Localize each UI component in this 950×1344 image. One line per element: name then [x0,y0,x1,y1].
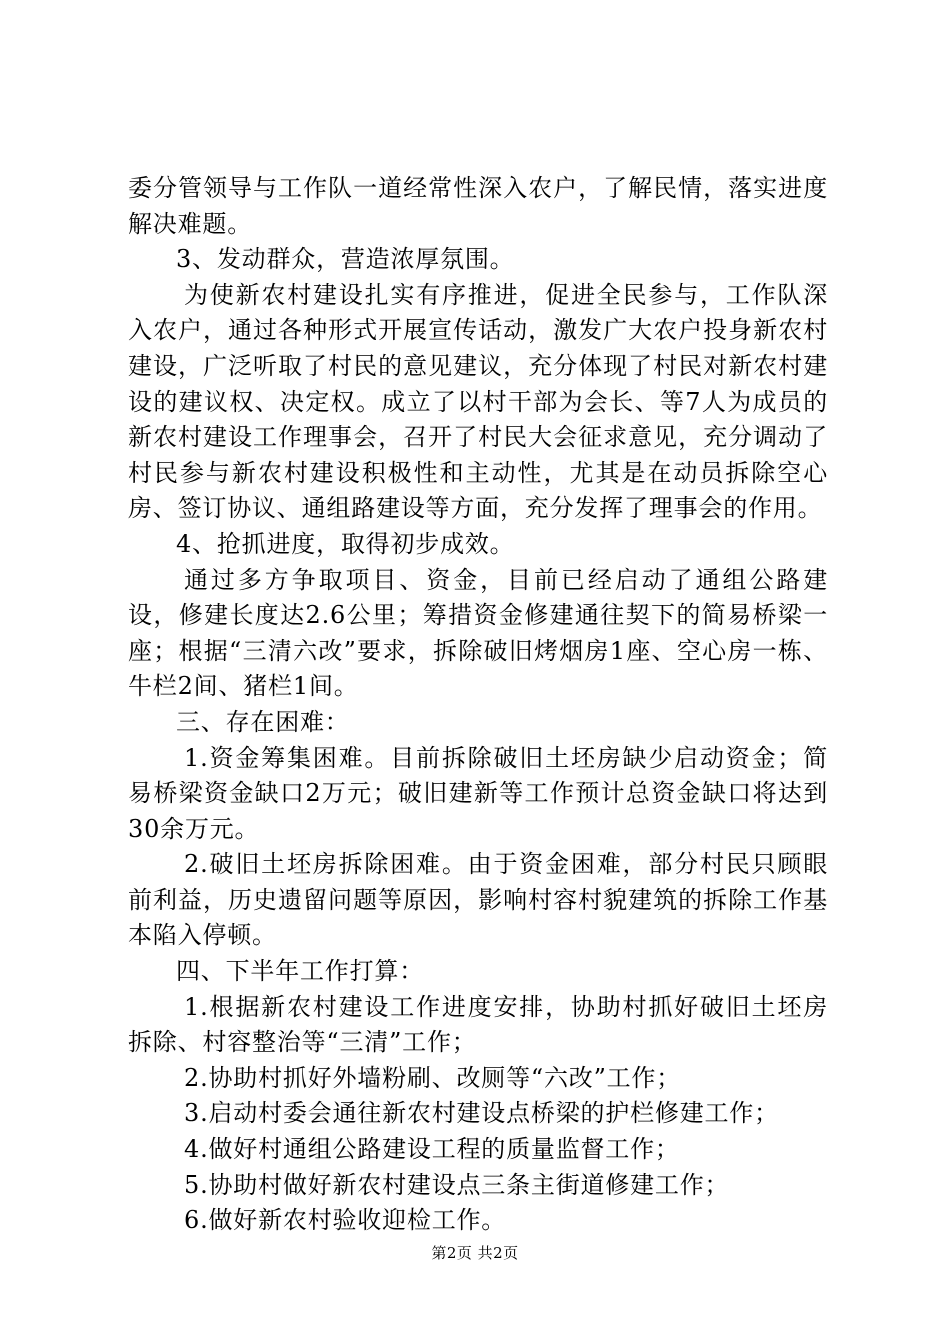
heading-work-plan: 四、下半年工作打算： [176,957,424,986]
heading-seize-progress: 4、抢抓进度，取得初步成效。 [176,529,515,558]
list-item-plan-3: 3.启动村委会通往新农村建设点桥梁的护栏修建工作； [184,1099,779,1128]
page-number-label: 第2页 共2页 [431,1244,519,1262]
paragraph-difficulty-demolition: 2.破旧土坯房拆除困难。由于资金困难，部分村民只顾眼前利益，历史遗留问题等原因，影响村容村貌建筑的拆除工作基本陷入停顿。 [128,850,828,950]
paragraph-difficulty-funding: 1.资金筹集困难。目前拆除破旧土坯房缺少启动资金；简易桥梁资金缺口2万元；破旧建新等工作预计总资金缺口将达到30余万元。 [128,743,828,843]
page-footer [0,1243,950,1263]
paragraph-continuation: 委分管领导与工作队一道经常性深入农户，了解民情，落实进度解决难题。 [128,174,828,238]
list-item-plan-4: 4.做好村通组公路建设工程的质量监督工作； [184,1135,680,1164]
document-body [128,171,828,1239]
list-item-plan-2: 2.协助村抓好外墙粉刷、改厕等“六改”工作； [184,1063,682,1092]
heading-difficulties: 三、存在困难： [176,707,350,736]
paragraph-mobilize-masses: 为使新农村建设扎实有序推进，促进全民参与，工作队深入农户，通过各种形式开展宣传话动，激发广大农户投身新农村建设，广泛听取了村民的意见建议，充分体现了村民对新农村建设的建议权、决定权。成立了以村干部为会长、等7人为成员的新农村建设工作理事会，召开了村民大会征求意见，充分调动了村民参与新农村建设积极性和主动性，尤其是在动员拆除空心房、签订协议、通组路建设等方面，充分发挥了理事会的作用。 [128,280,828,523]
paragraph-seize-progress: 通过多方争取项目、资金，目前已经启动了通组公路建设，修建长度达2.6公里；筹措资金修建通往契下的简易桥梁一座；根据“三清六改”要求，拆除破旧烤烟房1座、空心房一栋、牛栏2间、猪栏1间。 [128,565,828,701]
list-item-plan-6: 6.做好新农村验收迎检工作。 [184,1206,507,1235]
list-item-plan-5: 5.协助村做好新农村建设点三条主街道修建工作； [184,1170,730,1199]
list-item-plan-1: 1.根据新农村建设工作进度安排，协助村抓好破旧土坯房拆除、村容整治等“三清”工作； [128,992,828,1057]
heading-mobilize-masses: 3、发动群众，营造浓厚氛围。 [176,245,515,274]
